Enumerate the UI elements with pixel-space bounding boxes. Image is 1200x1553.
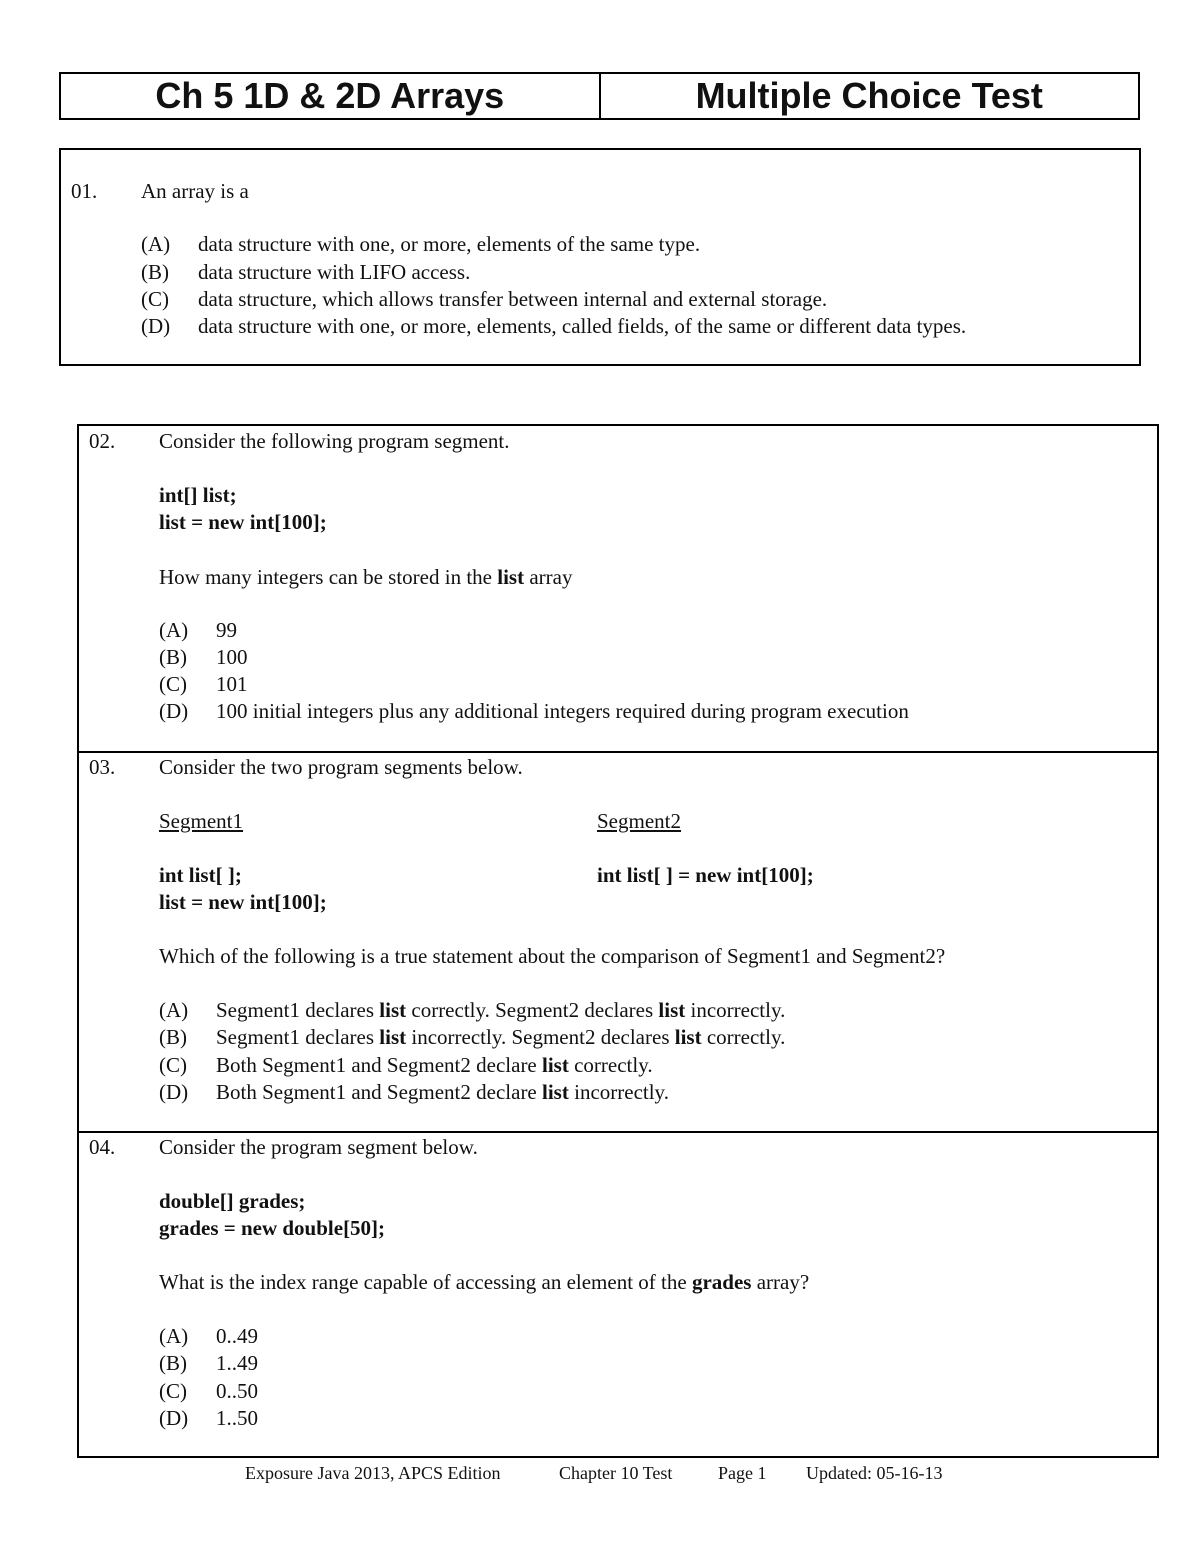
q2-choice-b-text: 100 bbox=[216, 645, 248, 669]
footer-page: Page 1 bbox=[718, 1463, 767, 1483]
segment1-code-line-2: list = new int[100]; bbox=[159, 890, 327, 914]
test-title: Multiple Choice Test bbox=[695, 75, 1043, 116]
footer-updated: Updated: 05-16-13 bbox=[806, 1463, 943, 1483]
q2-choice-a-letter: (A) bbox=[159, 618, 189, 642]
question-3-prompt: Which of the following is a true statement about the comparison of Segment1 and Segment2? bbox=[159, 944, 946, 968]
q2-choice-c-letter: (C) bbox=[159, 672, 187, 696]
q3-choice-c-letter: (C) bbox=[159, 1053, 187, 1077]
segment1-code-line-1: int list[ ]; bbox=[159, 863, 242, 887]
q2-choice-c-text: 101 bbox=[216, 672, 248, 696]
question-4-stem: Consider the program segment below. bbox=[159, 1135, 478, 1159]
question-4-number: 04. bbox=[89, 1135, 116, 1159]
q4-choice-d-letter: (D) bbox=[159, 1406, 189, 1430]
question-3-number: 03. bbox=[89, 755, 116, 779]
q2-choice-a-text: 99 bbox=[216, 618, 237, 642]
q2-code-line-1: int[] list; bbox=[159, 483, 237, 507]
q3-choice-c-text: Both Segment1 and Segment2 declare list correctly. bbox=[216, 1053, 653, 1077]
q3-choice-b-letter: (B) bbox=[159, 1025, 187, 1049]
question-1-stem: An array is a bbox=[141, 179, 249, 203]
q4-choice-b-letter: (B) bbox=[159, 1351, 187, 1375]
footer-edition: Exposure Java 2013, APCS Edition bbox=[245, 1463, 501, 1483]
row-divider bbox=[79, 1131, 1157, 1133]
q3-choice-d-letter: (D) bbox=[159, 1080, 189, 1104]
q2-code-line-2: list = new int[100]; bbox=[159, 510, 327, 534]
q4-choice-c-letter: (C) bbox=[159, 1379, 187, 1403]
q1-choice-c-text: data structure, which allows transfer between internal and external storage. bbox=[198, 287, 828, 311]
q4-code-line-2: grades = new double[50]; bbox=[159, 1216, 386, 1240]
q3-choice-a-letter: (A) bbox=[159, 998, 189, 1022]
q1-choice-b-text: data structure with LIFO access. bbox=[198, 260, 471, 284]
q3-choice-b-text: Segment1 declares list incorrectly. Segment2 declares list correctly. bbox=[216, 1025, 786, 1049]
q4-code-line-1: double[] grades; bbox=[159, 1189, 306, 1213]
question-3-stem: Consider the two program segments below. bbox=[159, 755, 523, 779]
segment1-label: Segment1 bbox=[159, 809, 243, 833]
question-1-number: 01. bbox=[71, 179, 98, 203]
question-2-prompt: How many integers can be stored in the list array bbox=[159, 565, 573, 589]
segment2-code-line-1: int list[ ] = new int[100]; bbox=[597, 863, 814, 887]
question-4-prompt: What is the index range capable of accessing an element of the grades array? bbox=[159, 1270, 810, 1294]
q4-choice-a-text: 0..49 bbox=[216, 1324, 258, 1348]
q3-choice-a-text: Segment1 declares list correctly. Segment2 declares list incorrectly. bbox=[216, 998, 786, 1022]
q3-choice-d-text: Both Segment1 and Segment2 declare list incorrectly. bbox=[216, 1080, 669, 1104]
chapter-title: Ch 5 1D & 2D Arrays bbox=[61, 74, 601, 118]
q2-choice-d-text: 100 initial integers plus any additional integers required during program execution bbox=[216, 699, 909, 723]
question-2-stem: Consider the following program segment. bbox=[159, 429, 510, 453]
q1-choice-a-text: data structure with one, or more, elements of the same type. bbox=[198, 232, 701, 256]
q4-choice-b-text: 1..49 bbox=[216, 1351, 258, 1375]
q1-choice-d-letter: (D) bbox=[141, 314, 171, 338]
row-divider bbox=[79, 751, 1157, 753]
q4-choice-a-letter: (A) bbox=[159, 1324, 189, 1348]
q4-choice-c-text: 0..50 bbox=[216, 1379, 258, 1403]
q1-choice-a-letter: (A) bbox=[141, 232, 171, 256]
q1-choice-b-letter: (B) bbox=[141, 260, 169, 284]
q2-choice-d-letter: (D) bbox=[159, 699, 189, 723]
footer-chapter: Chapter 10 Test bbox=[559, 1463, 673, 1483]
q1-choice-d-text: data structure with one, or more, elements, called fields, of the same or different data types. bbox=[198, 314, 967, 338]
q2-choice-b-letter: (B) bbox=[159, 645, 187, 669]
q4-choice-d-text: 1..50 bbox=[216, 1406, 258, 1430]
segment2-label: Segment2 bbox=[597, 809, 681, 833]
q1-choice-c-letter: (C) bbox=[141, 287, 169, 311]
title-header bbox=[59, 72, 1140, 120]
question-2-number: 02. bbox=[89, 429, 116, 453]
